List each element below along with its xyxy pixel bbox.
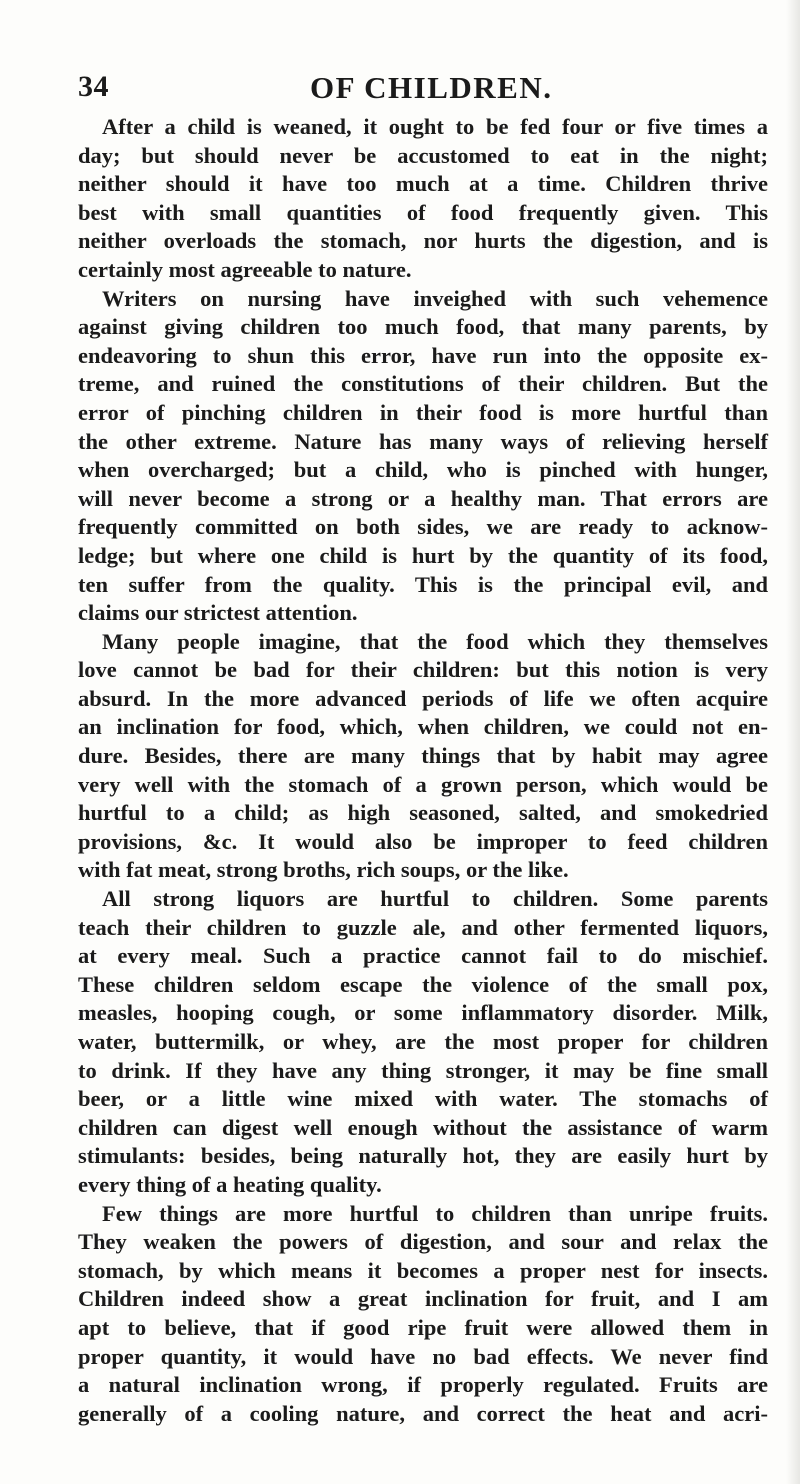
text-line: proper quantity, it would have no bad effects. We never find xyxy=(78,1343,768,1369)
text-line: treme, and ruined the constitutions of their children. But the xyxy=(78,371,768,397)
text-line: a natural inclination wrong, if properly regulated. Fruits are xyxy=(78,1372,768,1398)
text-line: All strong liquors are hurtful to children. Some parents xyxy=(102,886,768,912)
text-line: day; but should never be accustomed to eat in the night; xyxy=(78,142,768,168)
text-line: absurd. In the more advanced periods of life we often acquire xyxy=(78,685,768,711)
body-text xyxy=(78,113,768,1428)
text-line: stimulants: besides, being naturally hot, they are easily hurt by xyxy=(78,1143,768,1169)
paragraph xyxy=(78,285,768,628)
page-number: 34 xyxy=(78,70,109,103)
text-line: ten suffer from the quality. This is the principal evil, and xyxy=(78,571,768,597)
text-line: Many people imagine, that the food which they themselves xyxy=(102,628,768,654)
page-header xyxy=(0,70,800,110)
text-line: with fat meat, strong broths, rich soups, or the like. xyxy=(78,857,569,883)
text-line: Writers on nursing have inveighed with such vehemence xyxy=(102,285,768,311)
text-line: neither overloads the stomach, nor hurts the digestion, and is xyxy=(78,228,768,254)
text-line: measles, hooping cough, or some inflammatory disorder. Milk, xyxy=(78,1000,768,1026)
text-line: apt to believe, that if good ripe fruit were allowed them in xyxy=(78,1314,768,1340)
text-line: the other extreme. Nature has many ways of relieving herself xyxy=(78,428,768,454)
text-line: hurtful to a child; as high seasoned, salted, and smokedried xyxy=(78,800,768,826)
text-line: best with small quantities of food frequently given. This xyxy=(78,199,768,225)
text-line: ledge; but where one child is hurt by the quantity of its food, xyxy=(78,542,768,568)
paragraph xyxy=(78,113,768,285)
text-line: dure. Besides, there are many things that by habit may agree xyxy=(78,743,768,769)
text-line: beer, or a little wine mixed with water. The stomachs of xyxy=(78,1086,768,1112)
text-line: against giving children too much food, that many parents, by xyxy=(78,314,768,340)
text-line: children can digest well enough without the assistance of warm xyxy=(78,1114,768,1140)
text-line: will never become a strong or a healthy man. That errors are xyxy=(78,485,768,511)
text-line: very well with the stomach of a grown person, which would be xyxy=(78,771,768,797)
text-line: Few things are more hurtful to children than unripe fruits. xyxy=(102,1200,768,1226)
text-line: at every meal. Such a practice cannot fail to do mischief. xyxy=(78,943,768,969)
text-line: when overcharged; but a child, who is pinched with hunger, xyxy=(78,457,768,483)
text-line: provisions, &c. It would also be improper to feed children xyxy=(78,828,768,854)
paragraph xyxy=(78,885,768,1200)
text-line: These children seldom escape the violence of the small pox, xyxy=(78,971,768,997)
text-line: stomach, by which means it becomes a proper nest for insects. xyxy=(78,1257,768,1283)
text-line: generally of a cooling nature, and correct the heat and acri- xyxy=(78,1400,768,1426)
text-line: They weaken the powers of digestion, and sour and relax the xyxy=(78,1229,768,1255)
text-line: neither should it have too much at a time. Children thrive xyxy=(78,171,768,197)
page-edge-shadow xyxy=(786,0,800,1484)
text-line: error of pinching children in their food is more hurtful than xyxy=(78,399,768,425)
text-line: to drink. If they have any thing stronger, it may be fine small xyxy=(78,1057,768,1083)
running-head: OF CHILDREN. xyxy=(310,70,553,105)
text-line: endeavoring to shun this error, have run into the opposite ex- xyxy=(78,342,768,368)
text-line: After a child is weaned, it ought to be fed four or five times a xyxy=(102,114,768,139)
text-line: Children indeed show a great inclination for fruit, and I am xyxy=(78,1286,768,1312)
text-line: claims our strictest attention. xyxy=(78,600,358,626)
text-line: love cannot be bad for their children: but this notion is very xyxy=(78,657,768,683)
text-line: frequently committed on both sides, we are ready to acknow- xyxy=(78,514,768,540)
text-line: every thing of a heating quality. xyxy=(78,1171,382,1197)
text-line: water, buttermilk, or whey, are the most proper for children xyxy=(78,1029,768,1054)
paragraph xyxy=(78,628,768,885)
text-line: teach their children to guzzle ale, and other fermented liquors, xyxy=(78,914,768,940)
text-line: certainly most agreeable to nature. xyxy=(78,256,412,282)
paragraph xyxy=(78,1200,768,1429)
text-line: an inclination for food, which, when children, we could not en- xyxy=(78,714,768,740)
